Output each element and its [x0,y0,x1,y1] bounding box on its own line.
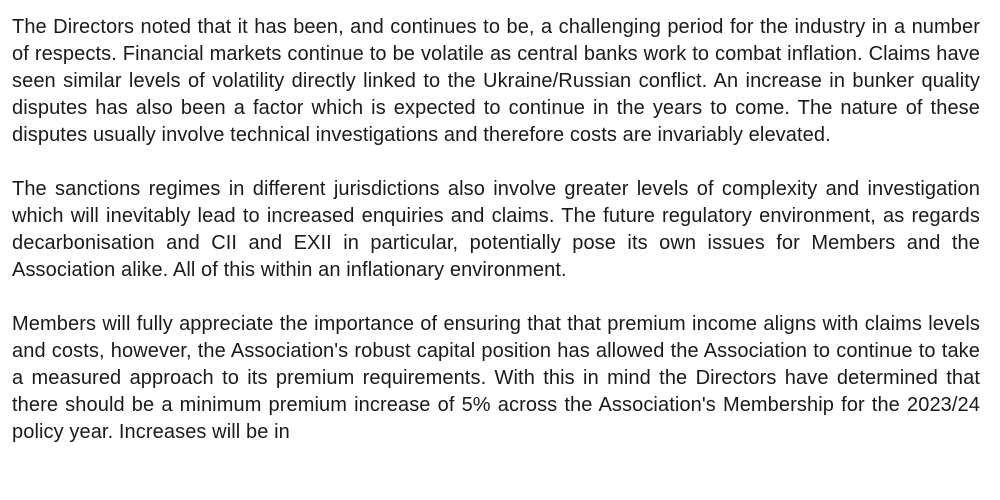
document-body [12,14,980,473]
paragraph-sanctions-regulation: The sanctions regimes in different jurisdictions also involve greater levels of complexity and investigation which will inevitably lead to increased enquiries and claims. The future regulatory environment, as regards decarbonisation and CII and EXII in particular, potentially pose its own issues for Members and the Association alike. All of this within an inflationary environment. [12,178,980,281]
paragraph-premium-increase: Members will fully appreciate the importance of ensuring that that premium income aligns with claims levels and costs, however, the Association's robust capital position has allowed the Association to continue to take a measured approach to its premium requirements. With this in mind the Directors have determined that there should be a minimum premium increase of 5% across the Association's Membership for the 2023/24 policy year. Increases will be in [12,313,980,443]
paragraph-market-conditions: The Directors noted that it has been, and continues to be, a challenging period for the industry in a number of respects. Financial markets continue to be volatile as central banks work to combat inflation. Claims have seen similar levels of volatility directly linked to the Ukraine/Russian conflict. An increase in bunker quality disputes has also been a factor which is expected to continue in the years to come. The nature of these disputes usually involve technical investigations and therefore costs are invariably elevated. [12,16,980,146]
